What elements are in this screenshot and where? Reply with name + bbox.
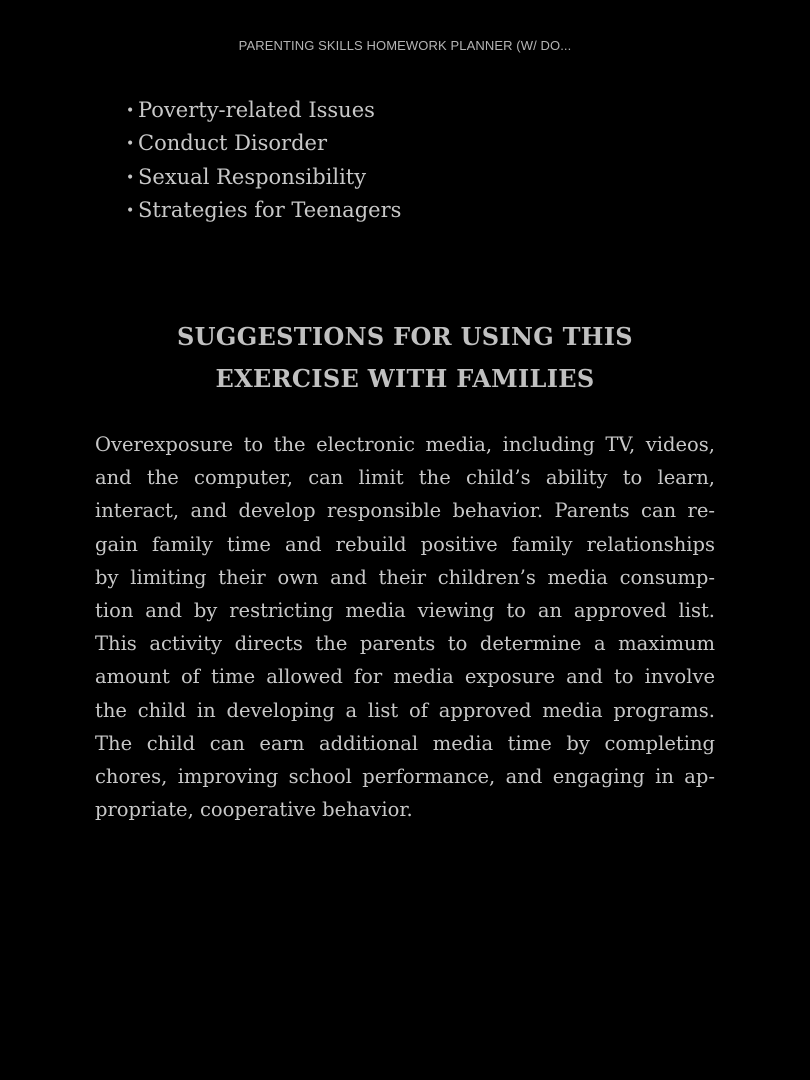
list-item-label: Strategies for Teenagers	[138, 197, 402, 222]
list-item	[126, 94, 401, 127]
paragraph-line: The child can earn additional media time by completing	[95, 731, 715, 755]
bullet-icon: •	[126, 103, 135, 119]
paragraph-line: chores, improving school performance, and engaging in ap-	[95, 764, 715, 788]
list-item	[126, 194, 401, 227]
bullet-icon: •	[126, 202, 135, 219]
paragraph-line: Overexposure to the electronic media, including TV, videos,	[95, 433, 715, 456]
list-item-label: Sexual Responsibility	[138, 164, 367, 189]
topic-bullet-list	[126, 94, 401, 227]
paragraph-line: and the computer, can limit the child’s ability to learn,	[95, 466, 715, 490]
paragraph-line: gain family time and rebuild positive family relationships	[95, 532, 715, 556]
bullet-icon: •	[126, 136, 135, 153]
section-heading-line: EXERCISE WITH FAMILIES	[215, 363, 595, 393]
bullet-icon: •	[126, 169, 135, 186]
list-item-label: Poverty-related Issues	[138, 98, 375, 122]
paragraph-line: propriate, cooperative behavior.	[95, 798, 413, 822]
list-item	[126, 127, 401, 160]
list-item-label: Conduct Disorder	[138, 131, 327, 156]
paragraph-line: This activity directs the parents to determine a maximum	[95, 632, 715, 656]
list-item	[126, 161, 401, 194]
paragraph-line: interact, and develop responsible behavior. Parents can re-	[95, 499, 715, 523]
section-heading-line: SUGGESTIONS FOR USING THIS	[177, 321, 633, 351]
paragraph-line: by limiting their own and their children’s media consump-	[95, 565, 715, 589]
paragraph-line: amount of time allowed for media exposure and to involve	[95, 665, 715, 689]
section-heading	[0, 316, 810, 400]
running-header-book-title: PARENTING SKILLS HOMEWORK PLANNER (W/ DO...	[238, 38, 572, 53]
paragraph-line: the child in developing a list of approved media programs.	[95, 698, 715, 722]
paragraph-line: tion and by restricting media viewing to an approved list.	[95, 598, 715, 622]
body-paragraph	[95, 428, 715, 826]
